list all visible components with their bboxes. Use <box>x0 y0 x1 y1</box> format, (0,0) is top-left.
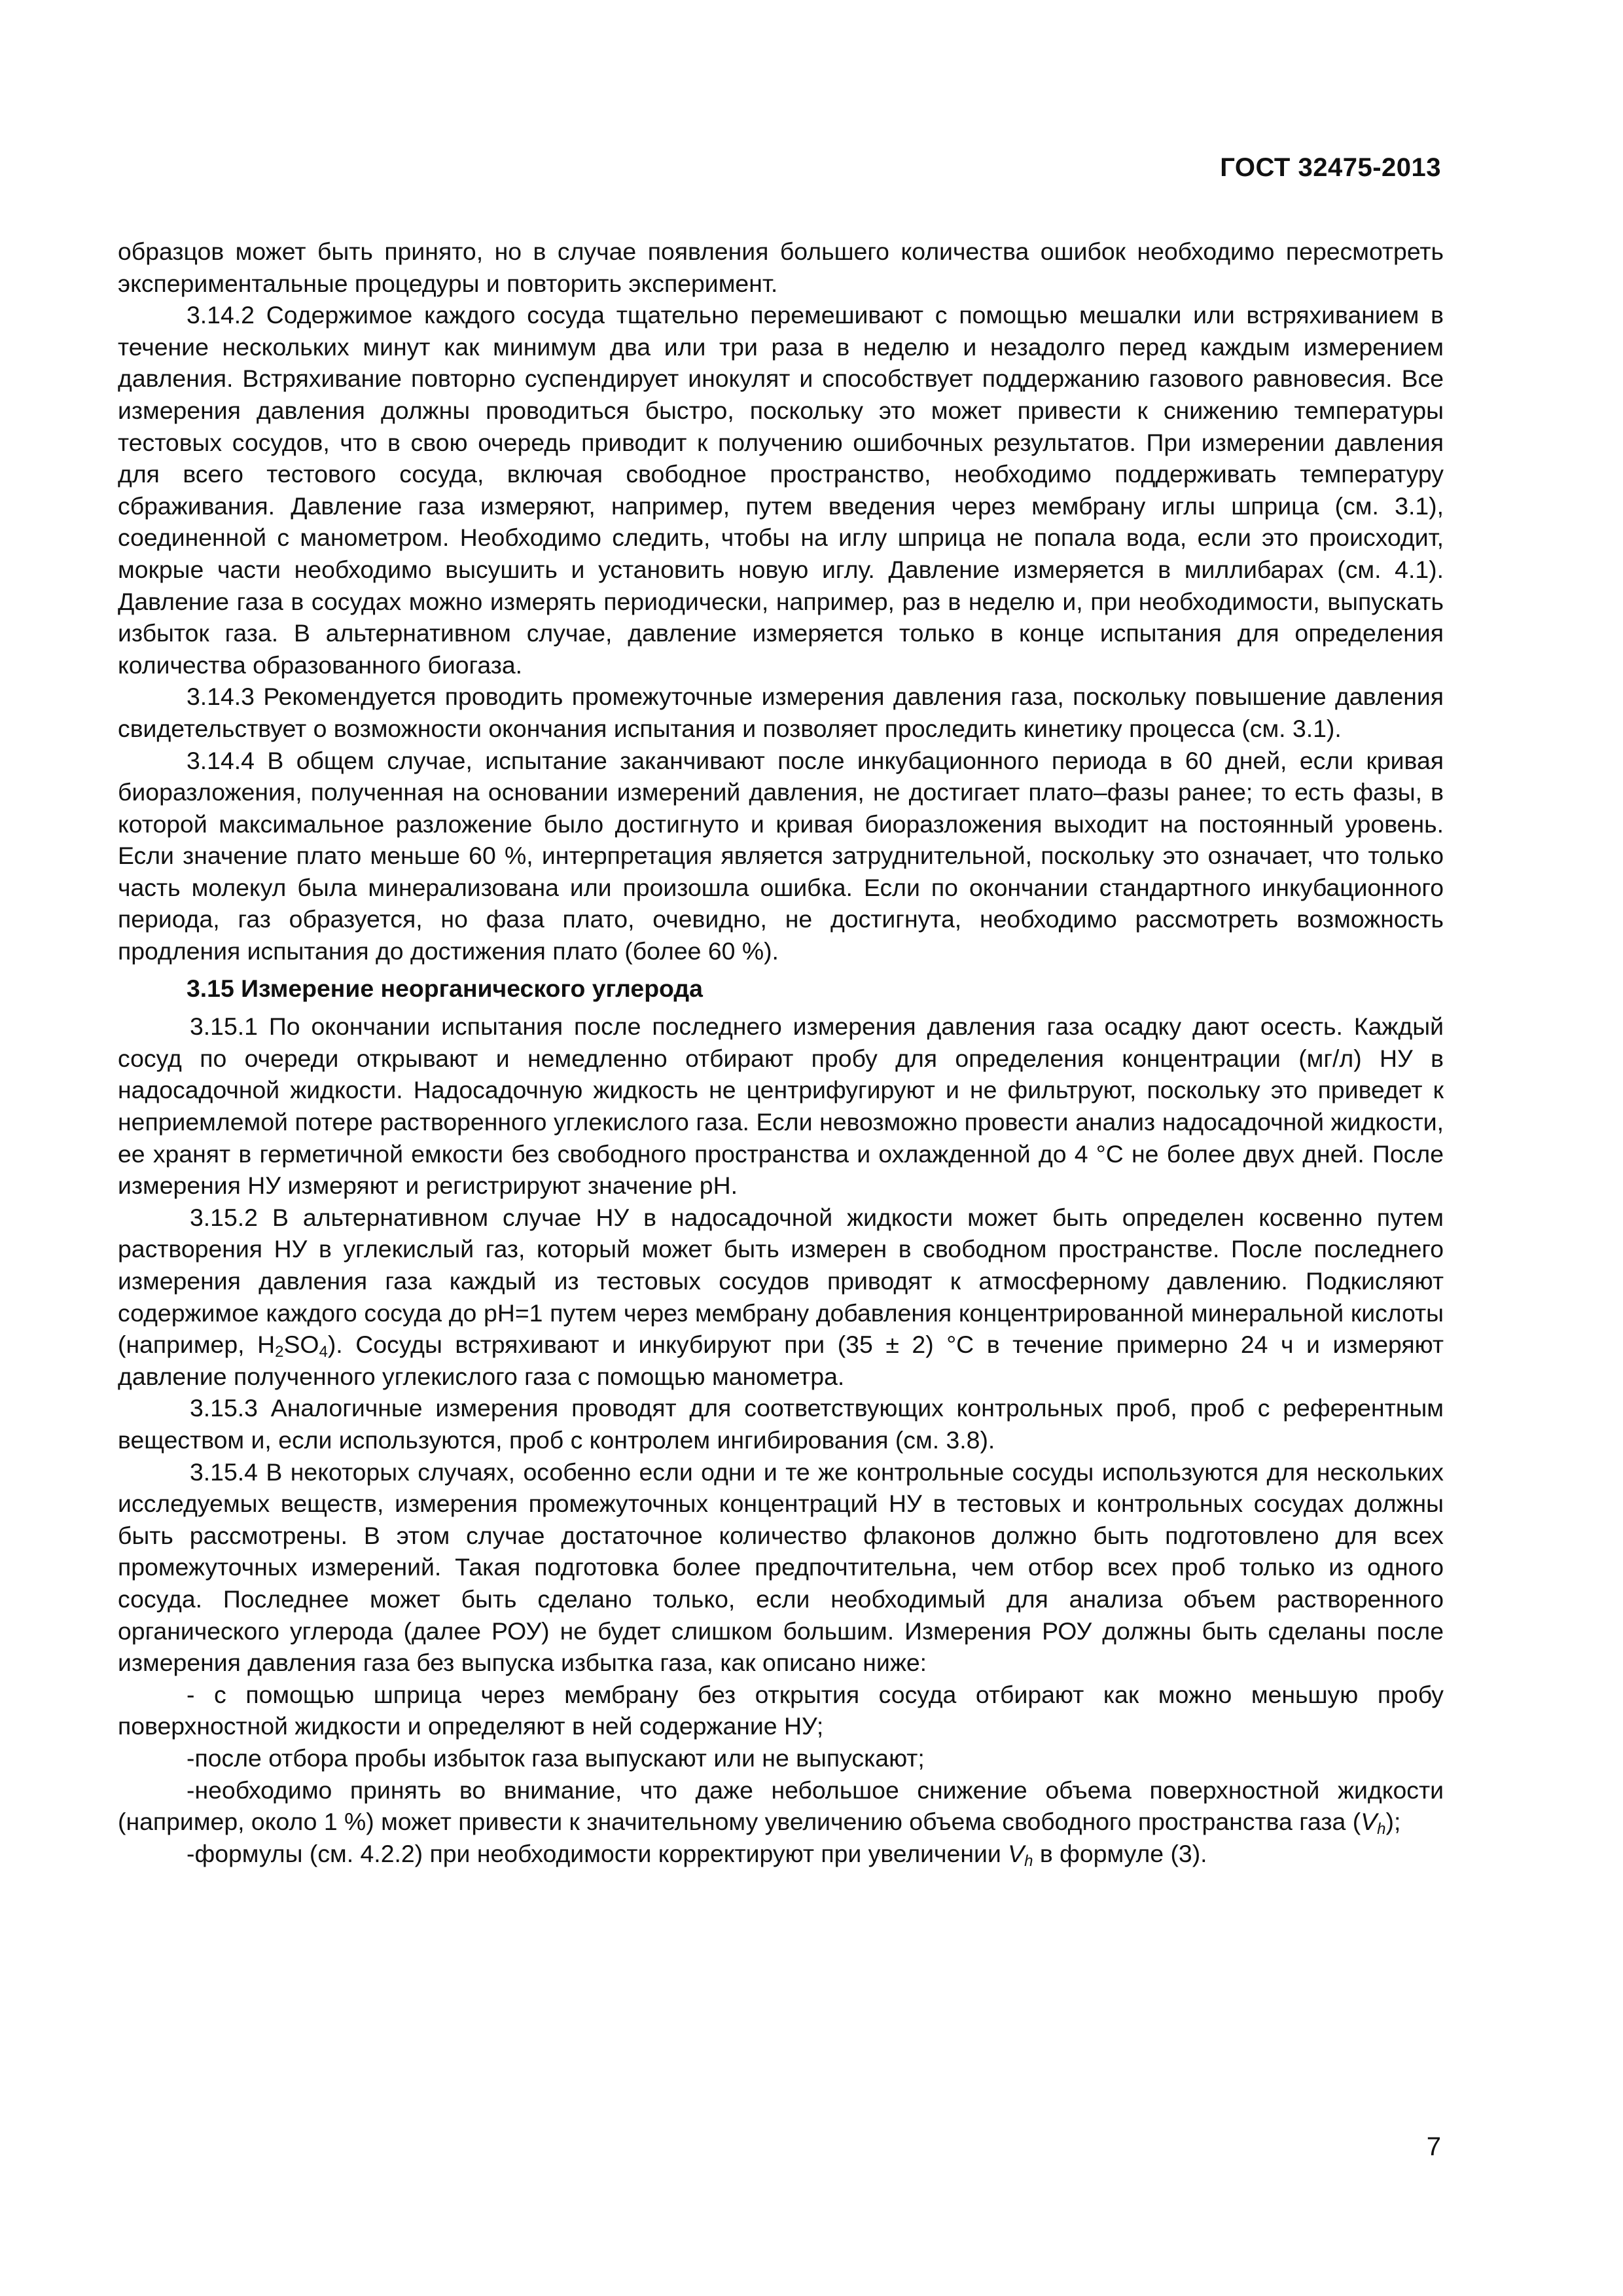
section-heading-3-15: 3.15 Измерение неорганического углерода <box>187 974 703 1002</box>
list-item-text: -необходимо принять во внимание, что даже небольшое снижение объема поверхностной жидкости (например, около 1 %) может привести к значительному увеличению объема свободного пространства газа ( <box>118 1776 1444 1836</box>
list-item-text: в формуле (3). <box>1033 1839 1207 1867</box>
list-item-3 <box>118 1774 1444 1838</box>
paragraph-3-15-1: 3.15.1 По окончании испытания после последнего измерения давления газа осадку дают осесть. Каждый сосуд по очереди открывают и немедленно отбирают пробу для определения концентрации (мг/л) НУ в надосадочной жидкости. Надосадочную жидкость не центрифугируют и не фильтруют, поскольку это приведет к неприемлемой потере растворенного углекислого газа. Если невозможно провести анализ надосадочной жидкости, ее хранят в герметичной емкости без свободного пространства и охлажденной до 4 °С не более двух дней. После измерения НУ измеряют и регистрируют значение pH. <box>118 1013 1444 1200</box>
paragraph-3-15-4: 3.15.4 В некоторых случаях, особенно если одни и те же контрольные сосуды используются для нескольких исследуемых веществ, измерения промежуточных концентраций НУ в тестовых и контрольных сосудах должны быть рассмотрены. В этом случае достаточное количество флаконов должно быть подготовлено для всех промежуточных измерений. Такая подготовка более предпочтительна, чем отбор всех проб только из одного сосуда. Последнее может быть сделано только, если необходимый для анализа объем растворенного органического углерода (далее РОУ) не будет слишком большим. Измерения РОУ должны быть сделаны после измерения давления газа без выпуска избытка газа, как описано ниже: <box>118 1458 1444 1677</box>
list-item-4 <box>118 1838 1444 1870</box>
document-body <box>118 236 1444 1869</box>
variable <box>1361 1808 1386 1839</box>
paragraph-3-15-3: 3.15.3 Аналогичные измерения проводят для соответствующих контрольных проб, проб с референтным веществом и, если используются, проб с контролем ингибирования (см. 3.8). <box>118 1394 1444 1454</box>
list-item-text: ); <box>1385 1808 1401 1836</box>
variable <box>1008 1839 1033 1870</box>
page-number: 7 <box>1426 2132 1441 2161</box>
list-item-2: -после отбора пробы избыток газа выпускают или не выпускают; <box>187 1744 925 1772</box>
paragraph-text: ). Сосуды встряхивают и инкубируют при (35 ± 2) °С в течение примерно 24 ч и измеряют давление полученного углекислого газа с помощью манометра. <box>118 1331 1444 1390</box>
paragraph-3-15-2 <box>118 1202 1444 1393</box>
variable-symbol: V <box>1361 1808 1378 1836</box>
variable-symbol: V <box>1008 1839 1025 1867</box>
paragraph-3-14-3: 3.14.3 Рекомендуется проводить промежуточные измерения давления газа, поскольку повышение давления свидетельствует о возможности окончания испытания и позволяет проследить кинетику процесса (см. 3.1). <box>118 683 1444 742</box>
paragraph-continuation: образцов может быть принято, но в случае появления большего количества ошибок необходимо пересмотреть экспериментальные процедуры и повторить эксперимент. <box>118 238 1444 297</box>
paragraph-3-14-2: 3.14.2 Содержимое каждого сосуда тщательно перемешивают с помощью мешалки или встряхиванием в течение нескольких минут как минимум два или три раза в неделю и незадолго перед каждым измерением давления. Встряхивание повторно суспендирует инокулят и способствует поддержанию газового равновесия. Все измерения давления должны проводиться быстро, поскольку это может привести к снижению температуры тестовых сосудов, что в свою очередь приводит к получению ошибочных результатов. При измерении давления для всего тестового сосуда, включая свободное пространство, необходимо поддерживать температуру сбраживания. Давление газа измеряют, например, путем введения через мембрану иглы шприца (см. 3.1), соединенной с манометром. Необходимо следить, чтобы на иглу шприца не попала вода, если это происходит, мокрые части необходимо высушить и установить новую иглу. Давление измеряется в миллибарах (см. 4.1). Давление газа в сосудах можно измерять периодически, например, раз в неделю и, при необходимости, выпускать избыток газа. В альтернативном случае, давление измеряется только в конце испытания для определения количества образованного биогаза. <box>118 301 1444 679</box>
list-item-1: - с помощью шприца через мембрану без открытия сосуда отбирают как можно меньшую пробу поверхностной жидкости и определяют в ней содержание НУ; <box>118 1680 1444 1740</box>
paragraph-text: SO <box>283 1331 319 1359</box>
document-id-header: ГОСТ 32475-2013 <box>1220 153 1441 182</box>
list-item-text: -формулы (см. 4.2.2) при необходимости корректируют при увеличении <box>187 1839 1008 1867</box>
variable-subscript: h <box>1024 1852 1033 1870</box>
variable-subscript: h <box>1377 1820 1386 1839</box>
subscript: 2 <box>275 1343 284 1361</box>
subscript: 4 <box>319 1343 328 1361</box>
paragraph-text: 3.15.2 В альтернативном случае НУ в надосадочной жидкости может быть определен косвенно путем растворения НУ в углекислый газ, который может быть измерен в свободном пространстве. После последнего измерения давления газа каждый из тестовых сосудов приводят к атмосферному давлению. Подкисляют содержимое каждого сосуда до pH=1 путем через мембрану добавления концентрированной минеральной кислоты (например, H <box>118 1203 1444 1359</box>
paragraph-3-14-4: 3.14.4 В общем случае, испытание заканчивают после инкубационного периода в 60 дней, если кривая биоразложения, полученная на основании измерений давления, не достигает плато–фазы ранее; то есть фазы, в которой максимальное разложение было достигнуто и кривая биоразложения выходит на постоянный уровень. Если значение плато меньше 60 %, интерпретация является затруднительной, поскольку это означает, что только часть молекул была минерализована или произошла ошибка. Если по окончании стандартного инкубационного периода, газ образуется, но фаза плато, очевидно, не достигнута, необходимо рассмотреть возможность продления испытания до достижения плато (более 60 %). <box>118 746 1444 965</box>
